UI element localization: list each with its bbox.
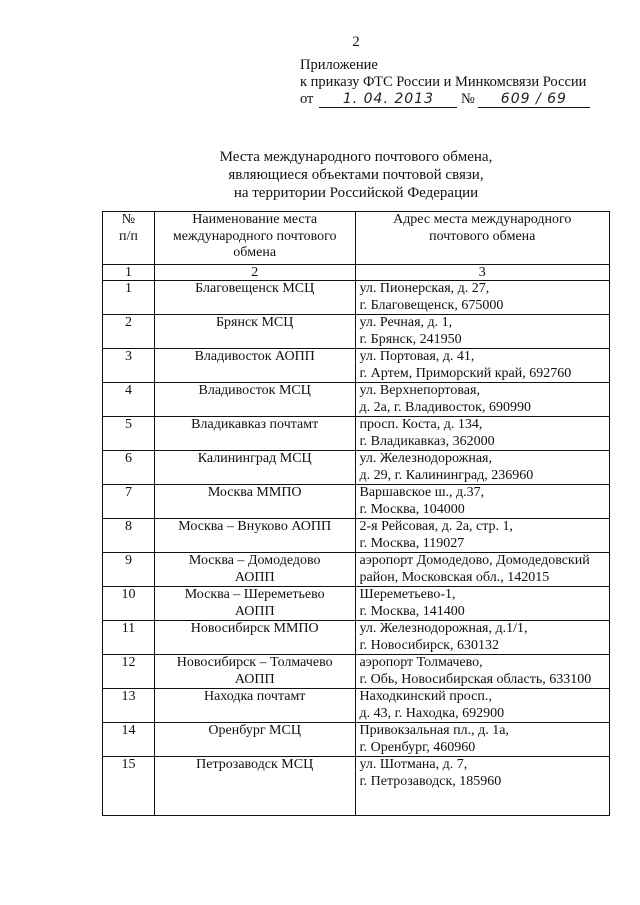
exchange-place-name [154,451,355,485]
row-number: 5 [103,417,155,451]
address-line: ул. Железнодорожная, д.1/1, [359,621,528,636]
table-row [103,451,610,485]
exchange-place-address [355,757,610,816]
address-line: район, Московская обл., 142015 [359,569,550,585]
exchange-place-name [154,587,355,621]
table-row [103,383,610,417]
name-line: АОПП [234,569,275,585]
address-line: д. 43, г. Находка, 692900 [359,705,505,721]
name-line: Владикавказ почтамт [191,417,319,432]
row-number: 3 [103,349,155,383]
address-line: г. Обь, Новосибирская область, 633100 [359,671,592,687]
name-line: Брянск МСЦ [215,315,294,330]
exchange-place-address [355,485,610,519]
exchange-place-address [355,621,610,655]
address-line: г. Новосибирск, 630132 [359,637,499,653]
name-line: Калининград МСЦ [197,451,312,466]
exchange-place-name [154,689,355,723]
address-line: г. Благовещенск, 675000 [359,297,504,313]
handwritten-order-number: 609 / 69 [478,92,590,108]
appendix-date-line [300,91,620,108]
address-line: г. Брянск, 241950 [359,331,462,347]
address-line: просп. Коста, д. 134, [359,417,483,432]
row-number: 10 [103,587,155,621]
title-line-3: на территории Российской Федерации [233,185,479,201]
table-row [103,621,610,655]
row-number: 4 [103,383,155,417]
address-line: д. 2а, г. Владивосток, 690990 [359,399,531,415]
address-line: г. Москва, 141400 [359,603,465,619]
address-line: Шереметьево-1, [359,587,456,602]
appendix-order-reference: к приказу ФТС России и Минкомсвязи России [300,74,587,90]
number-prefix: № [461,91,475,107]
table-row [103,417,610,451]
address-line: г. Москва, 104000 [359,501,465,517]
name-line: АОПП [234,603,275,619]
row-number: 6 [103,451,155,485]
name-line: Москва – Домодедово [188,553,321,568]
name-line: Новосибирск ММПО [190,621,319,636]
postal-exchange-table [102,211,610,816]
name-line: Новосибирск – Толмачево [176,655,333,670]
exchange-place-name [154,519,355,553]
column-index: 3 [355,265,610,281]
address-line: г. Владикавказ, 362000 [359,433,495,449]
header-address: Адрес места международного почтового обмена [355,212,610,265]
exchange-place-name [154,281,355,315]
name-line: Владивосток АОПП [194,349,315,364]
name-line: Владивосток МСЦ [198,383,311,398]
address-line: аэропорт Толмачево, [359,655,483,670]
exchange-place-address [355,281,610,315]
exchange-place-address [355,519,610,553]
name-line: Москва – Внуково АОПП [178,519,332,534]
address-line: г. Оренбург, 460960 [359,739,476,755]
title-line-1: Места международного почтового обмена, [219,149,493,165]
exchange-place-name [154,723,355,757]
document-title [0,148,640,202]
exchange-place-address [355,655,610,689]
exchange-place-name [154,757,355,816]
row-number: 1 [103,281,155,315]
address-line: Находкинский просп., [359,689,492,704]
address-line: ул. Железнодорожная, [359,451,493,466]
name-line: Находка почтамт [203,689,306,704]
address-line: д. 29, г. Калининград, 236960 [359,467,534,483]
table-row [103,315,610,349]
exchange-place-name [154,349,355,383]
table-header-row [103,212,610,265]
exchange-place-name [154,417,355,451]
address-line: Варшавское ш., д.37, [359,485,485,500]
row-number: 12 [103,655,155,689]
table-row [103,655,610,689]
exchange-place-address [355,587,610,621]
address-line: г. Петрозаводск, 185960 [359,773,502,789]
table-row [103,281,610,315]
table-row [103,519,610,553]
address-line: ул. Портовая, д. 41, [359,349,475,364]
row-number: 14 [103,723,155,757]
table-row [103,723,610,757]
address-line: 2-я Рейсовая, д. 2а, стр. 1, [359,519,514,534]
exchange-place-name [154,315,355,349]
row-number: 15 [103,757,155,816]
exchange-place-name [154,383,355,417]
column-index: 2 [154,265,355,281]
header-name: Наименование места международного почтового обмена [154,212,355,265]
page-number: 2 [352,34,360,50]
exchange-place-name [154,553,355,587]
exchange-place-address [355,417,610,451]
address-line: ул. Верхнепортовая, [359,383,480,398]
title-line-2: являющиеся объектами почтовой связи, [228,167,484,183]
name-line: Оренбург МСЦ [208,723,301,738]
row-number: 13 [103,689,155,723]
address-line: Привокзальная пл., д. 1а, [359,723,509,738]
column-index-row [103,265,610,281]
exchange-place-address [355,383,610,417]
header-num: № п/п [103,212,155,265]
row-number: 8 [103,519,155,553]
exchange-place-address [355,689,610,723]
row-number: 7 [103,485,155,519]
name-line: Москва – Шереметьево [184,587,325,602]
exchange-place-address [355,723,610,757]
handwritten-date: 1. 04. 2013 [319,92,457,108]
address-line: г. Артем, Приморский край, 692760 [359,365,572,381]
exchange-place-address [355,349,610,383]
table-row [103,485,610,519]
exchange-place-name [154,655,355,689]
exchange-place-address [355,451,610,485]
row-number: 9 [103,553,155,587]
name-line: Москва ММПО [207,485,302,500]
name-line: Петрозаводск МСЦ [196,757,314,772]
address-line: аэропорт Домодедово, Домодедовский [359,553,590,568]
name-line: Благовещенск МСЦ [195,281,315,296]
table-row [103,553,610,587]
address-line: ул. Речная, д. 1, [359,315,453,330]
name-line: АОПП [234,671,275,687]
table-row [103,689,610,723]
column-index: 1 [103,265,155,281]
address-line: г. Москва, 119027 [359,535,465,551]
row-number: 11 [103,621,155,655]
exchange-place-name [154,621,355,655]
exchange-place-address [355,553,610,587]
exchange-place-name [154,485,355,519]
address-line: ул. Пионерская, д. 27, [359,281,490,296]
appendix-label: Приложение [300,57,378,73]
appendix-header [300,57,620,108]
table-row [103,587,610,621]
table-row [103,349,610,383]
exchange-place-address [355,315,610,349]
row-number: 2 [103,315,155,349]
date-prefix: от [300,91,314,107]
table-row [103,757,610,816]
address-line: ул. Шотмана, д. 7, [359,757,468,772]
